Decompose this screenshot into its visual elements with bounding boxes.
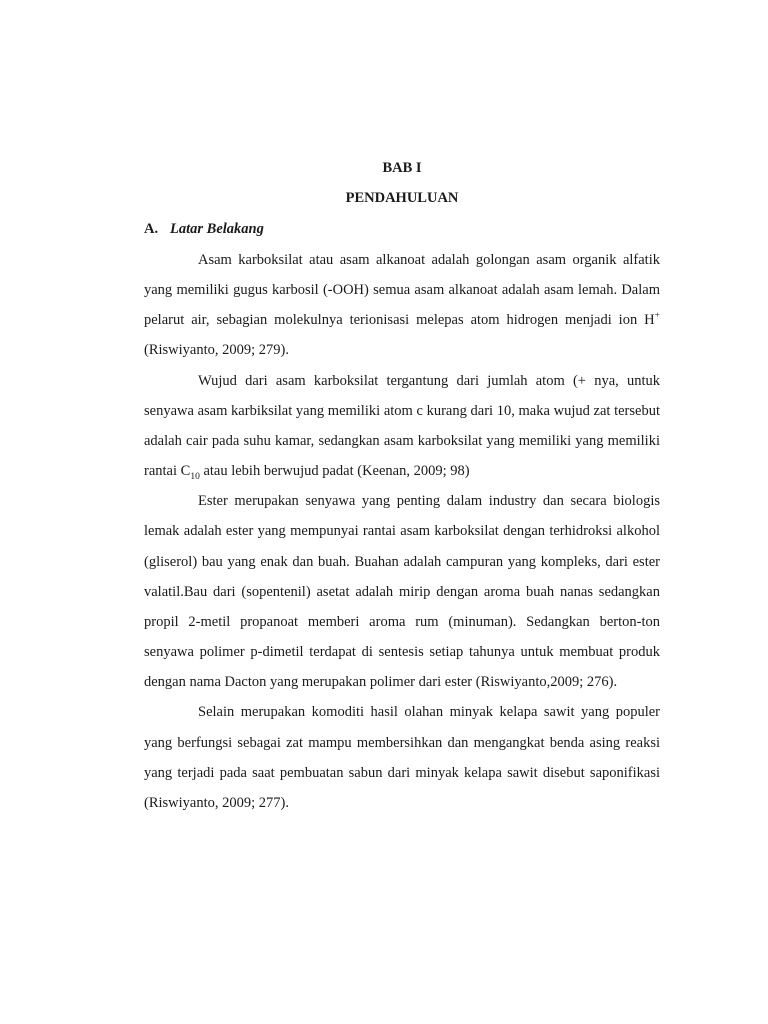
paragraph-2-text: Wujud dari asam karboksilat tergantung dari jumlah atom (+ nya, untuk senyawa asam karbiksilat yang memiliki atom c kurang dari 10, maka wujud zat tersebut adalah cair pada suhu kamar, sedangkan asam karboksilat yang memiliki yang memiliki rantai C <box>144 372 660 480</box>
ion-charge-superscript: + <box>654 311 660 322</box>
section-title: Latar Belakang <box>170 221 264 237</box>
paragraph-2-citation: atau lebih berwujud padat (Keenan, 2009; 98) <box>199 463 470 480</box>
paragraph-2 <box>144 366 660 487</box>
paragraph-1-text: Asam karboksilat atau asam alkanoat adalah golongan asam organik alfatik yang memiliki gugus karbosil (-OOH) semua asam alkanoat adalah asam lemah. Dalam pelarut air, sebagian molekulnya terionisasi melepas atom hidrogen menjadi ion H <box>144 252 660 329</box>
section-letter: A. <box>144 221 159 237</box>
paragraph-3: Ester merupakan senyawa yang penting dalam industry dan secara biologis lemak adalah ester yang mempunyai rantai asam karboksilat dengan terhidroksi alkohol (gliserol) bau yang enak dan buah. Buahan adalah campuran yang kompleks, dari ester valatil.Bau dari (sopentenil) asetat adalah mirip dengan aroma buah nanas sedangkan propil 2-metil propanoat memberi aroma rum (minuman). Sedangkan berton-ton senyawa polimer p-dimetil terdapat di sentesis setiap tahunya untuk membuat produk dengan nama Dacton yang merupakan polimer dari ester (Riswiyanto,2009; 276). <box>144 493 660 691</box>
section-heading <box>144 219 264 239</box>
chapter-title: PENDAHULUAN <box>345 190 459 206</box>
paragraph-1 <box>144 245 660 366</box>
body-text <box>144 245 660 818</box>
paragraph-1-citation: (Riswiyanto, 2009; 279). <box>144 342 289 359</box>
chapter-number: BAB I <box>382 160 422 176</box>
carbon-chain-subscript: 10 <box>190 471 200 482</box>
paragraph-4: Selain merupakan komoditi hasil olahan minyak kelapa sawit yang populer yang berfungsi sebagai zat mampu membersihkan dan mengangkat benda asing reaksi yang terjadi pada saat pembuatan sabun dari minyak kelapa sawit disebut saponifikasi (Riswiyanto, 2009; 277). <box>144 704 660 811</box>
